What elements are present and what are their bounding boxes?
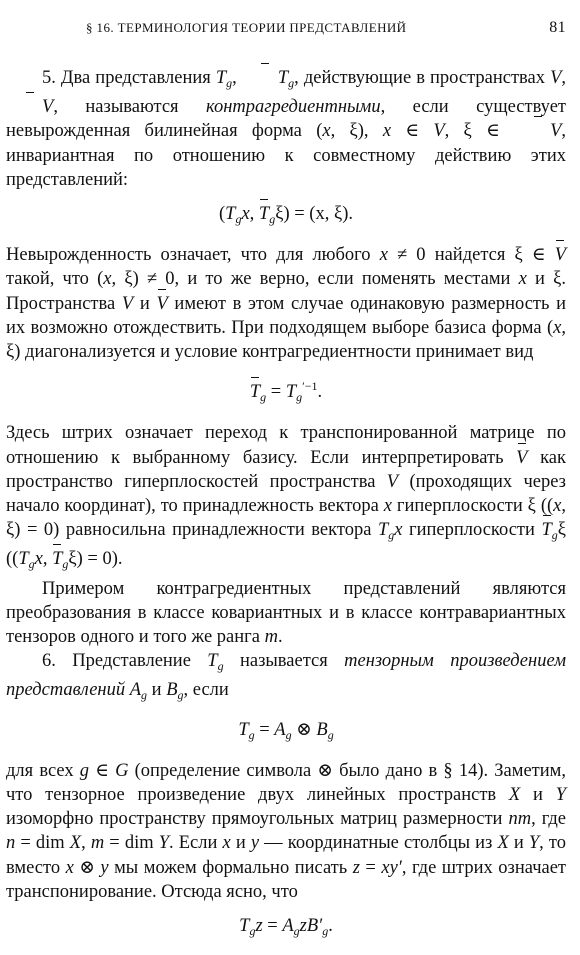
formula-tensor-product: $T_g = A_g$ ⊗ $B_g$: [238, 719, 334, 742]
formula-invariance: ($T_gx$, $T_g\xi) = (x$, ξ).: [218, 204, 354, 227]
running-head: [86, 20, 566, 36]
paragraph-nondegeneracy: Невырожденность означает, что для любого x ≠ 0 найдется ξ ∈ V такой, что (x, ξ) ≠ 0, и то же верно, если поменять местами x и ξ. Пространства V и V имеют в этом случае одинаковую размерность и их возможно отождествить. При подходящем выборе базиса форма (x, ξ) диагонализуется и условие контрагредиентности принимает вид: [6, 245, 566, 363]
formula-matrix-action: $T_gz = A_gzB'_g$.: [239, 916, 333, 939]
term-contragredient: контрагредиентными: [206, 97, 381, 118]
term-tensor-product: тензорным произведением представлений: [6, 651, 567, 701]
section-title: § 16. ТЕРМИНОЛОГИЯ ТЕОРИИ ПРЕДСТАВЛЕНИЙ: [86, 20, 407, 35]
formula-transpose-inverse: $T_g = T_g^{'-1}$.: [249, 379, 323, 405]
paragraph-5: 5. Два представления $T_g$, $T_g$, действующие в пространствах V, V, называются контрагредиентными, если существует невырожденная билинейная форма (x, ξ), x ∈ V, ξ ∈ V, инвариантная по отношению к совместному действию этих представлений:: [6, 68, 566, 190]
paragraph-example: Примером контрагредиентных представлений являются преобразования в классе ковариантных и в классе контравариантных тензоров одного и того же ранга m.: [6, 578, 566, 648]
page-body: [6, 66, 566, 955]
paragraph-prime: Здесь штрих означает переход к транспонированной матрице по отношению к выбранному базису. Если интерпретировать V как пространство гиперплоскостей пространства V (проходящих через начало координат), то принадлежность вектора x гиперплоскости ξ ((x, ξ) = 0) равносильна принадлежности вектора $T_gx$ гиперплоскости $T_g\xi$ (($T_gx$, $T_g\xi) = 0$).: [6, 423, 566, 572]
paragraph-6: 6. Представление $T_g$ называется тензорным произведением представлений $A_g$ и $B_g$, если: [6, 651, 567, 703]
paragraph-forall: для всех g ∈ G (определение символа ⊗ было дано в § 14). Заметим, что тензорное произведение двух линейных пространств X и Y изоморфно пространству прямоугольных матриц размерности nm, где n = dim X, m = dim Y. Если x и y — координатные столбцы из X и Y, то вместо x ⊗ y мы можем формально писать z = xy′, где штрих означает транспонирование. Отсюда ясно, что: [6, 760, 566, 902]
page-number: 81: [549, 19, 566, 36]
